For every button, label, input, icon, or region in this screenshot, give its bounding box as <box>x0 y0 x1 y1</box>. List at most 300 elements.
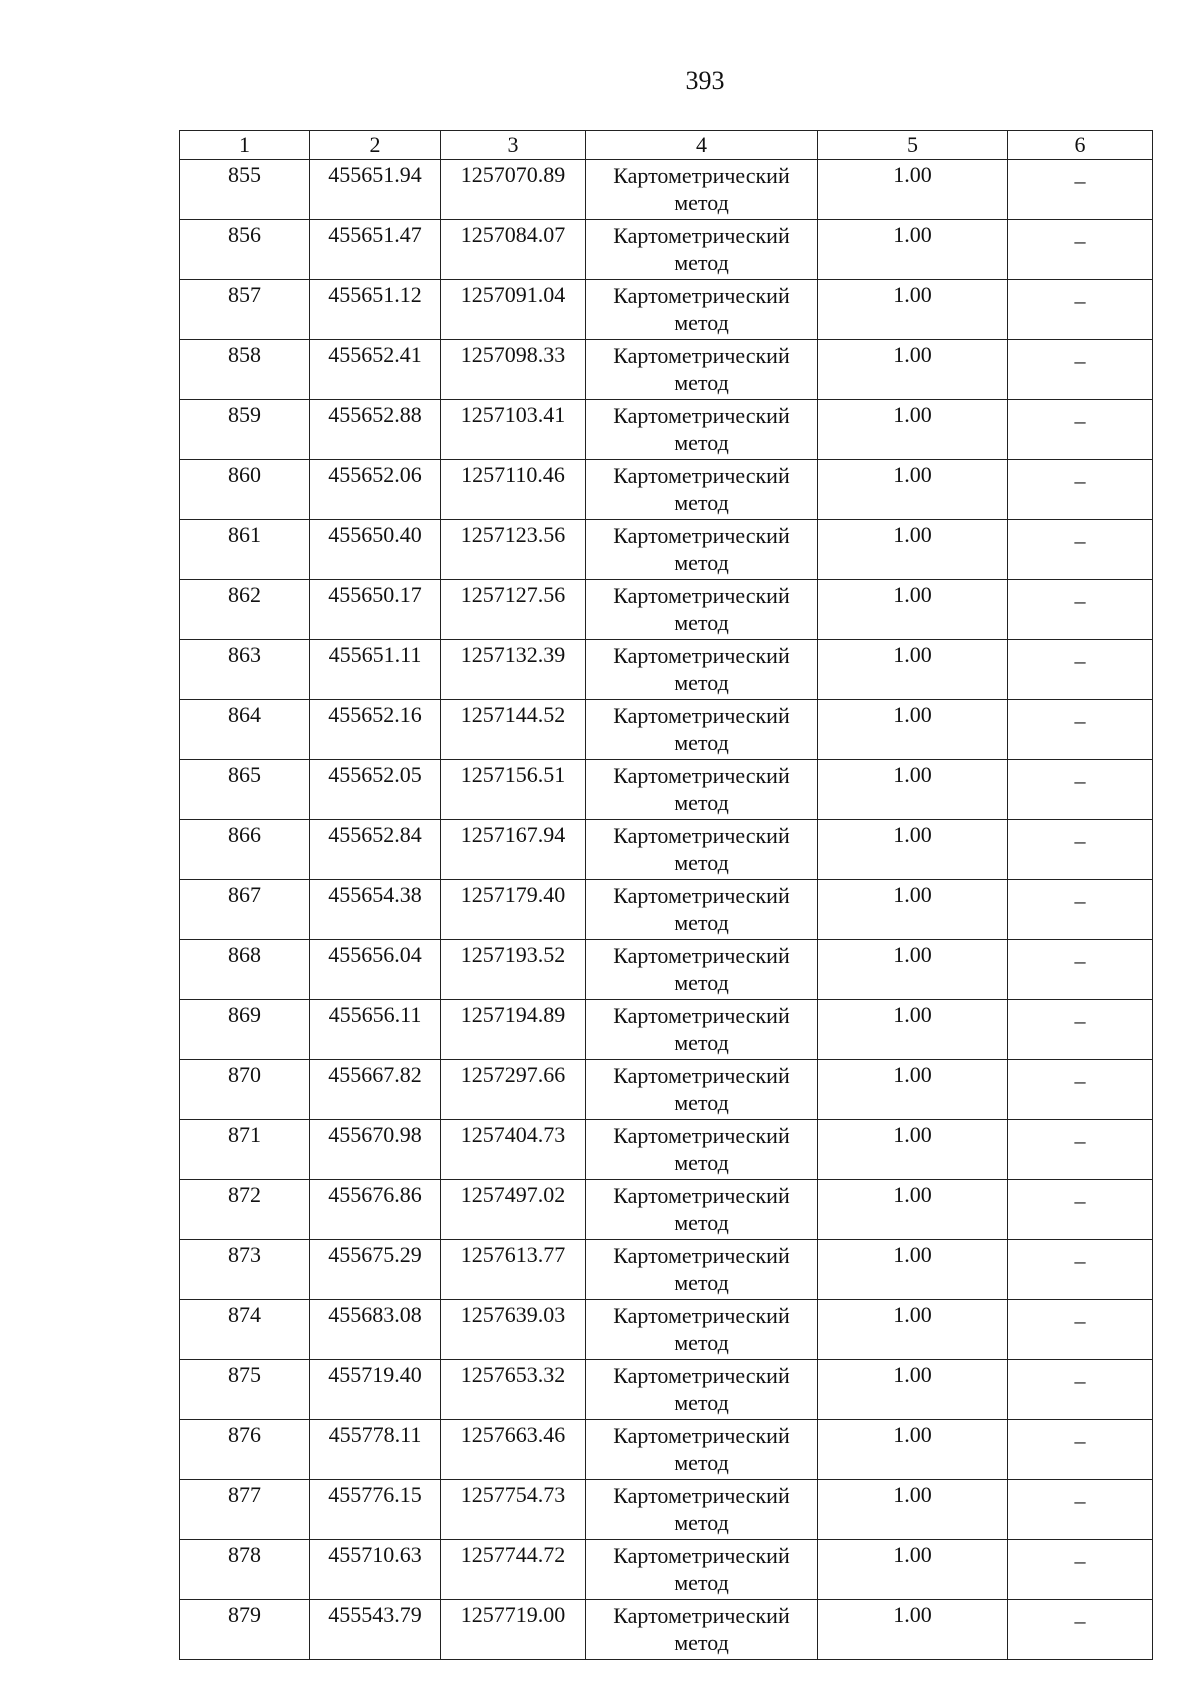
dash-text: – <box>1074 888 1086 913</box>
x-coordinate-cell <box>310 220 441 280</box>
point-number-cell <box>180 820 310 880</box>
dash-text: – <box>1074 1608 1086 1633</box>
y-coordinate-cell <box>441 640 586 700</box>
coordinates-table <box>179 130 1153 1660</box>
y-coordinate-text: 1257144.52 <box>460 702 566 727</box>
table-row <box>180 1420 1153 1480</box>
method-text: Картометрический метод <box>613 163 790 215</box>
x-coordinate-cell <box>310 580 441 640</box>
y-coordinate-text: 1257193.52 <box>460 942 566 967</box>
point-number-text: 855 <box>228 162 261 187</box>
table-row <box>180 940 1153 1000</box>
point-number-cell <box>180 280 310 340</box>
method-cell <box>586 1360 818 1420</box>
table-row <box>180 880 1153 940</box>
point-number-text: 869 <box>228 1002 261 1027</box>
method-cell <box>586 280 818 340</box>
header-col-5: 5 <box>818 131 1008 160</box>
description-cell <box>1008 220 1153 280</box>
accuracy-text: 1.00 <box>893 1362 932 1387</box>
method-cell <box>586 580 818 640</box>
y-coordinate-text: 1257653.32 <box>460 1362 566 1387</box>
x-coordinate-text: 455675.29 <box>328 1242 422 1267</box>
header-col-4: 4 <box>586 131 818 160</box>
method-text: Картометрический метод <box>613 1123 790 1175</box>
method-cell <box>586 1300 818 1360</box>
x-coordinate-cell <box>310 1120 441 1180</box>
point-number-text: 868 <box>228 942 261 967</box>
table-row <box>180 1120 1153 1180</box>
point-number-text: 861 <box>228 522 261 547</box>
y-coordinate-text: 1257156.51 <box>460 762 566 787</box>
accuracy-text: 1.00 <box>893 882 932 907</box>
table-row <box>180 640 1153 700</box>
x-coordinate-cell <box>310 460 441 520</box>
x-coordinate-text: 455652.41 <box>328 342 422 367</box>
method-text: Картометрический метод <box>613 1543 790 1595</box>
x-coordinate-cell <box>310 160 441 220</box>
x-coordinate-cell <box>310 700 441 760</box>
point-number-cell <box>180 1240 310 1300</box>
point-number-cell <box>180 700 310 760</box>
x-coordinate-text: 455652.16 <box>328 702 422 727</box>
accuracy-cell <box>818 1180 1008 1240</box>
accuracy-cell <box>818 280 1008 340</box>
method-cell <box>586 160 818 220</box>
table-row <box>180 520 1153 580</box>
x-coordinate-cell <box>310 340 441 400</box>
description-cell <box>1008 340 1153 400</box>
description-cell <box>1008 580 1153 640</box>
y-coordinate-cell <box>441 1540 586 1600</box>
header-col-6: 6 <box>1008 131 1153 160</box>
table-row <box>180 1000 1153 1060</box>
table-row <box>180 340 1153 400</box>
description-cell <box>1008 940 1153 1000</box>
method-cell <box>586 400 818 460</box>
accuracy-cell <box>818 520 1008 580</box>
x-coordinate-cell <box>310 760 441 820</box>
y-coordinate-text: 1257194.89 <box>460 1002 566 1027</box>
description-cell <box>1008 280 1153 340</box>
x-coordinate-cell <box>310 280 441 340</box>
method-cell <box>586 820 818 880</box>
point-number-cell <box>180 1060 310 1120</box>
dash-text: – <box>1074 1428 1086 1453</box>
description-cell <box>1008 520 1153 580</box>
x-coordinate-text: 455670.98 <box>328 1122 422 1147</box>
description-cell <box>1008 1480 1153 1540</box>
accuracy-cell <box>818 1300 1008 1360</box>
point-number-text: 866 <box>228 822 261 847</box>
y-coordinate-cell <box>441 1240 586 1300</box>
dash-text: – <box>1074 1248 1086 1273</box>
method-cell <box>586 1540 818 1600</box>
accuracy-cell <box>818 1600 1008 1660</box>
table-row <box>180 1180 1153 1240</box>
point-number-text: 879 <box>228 1602 261 1627</box>
method-cell <box>586 760 818 820</box>
method-cell <box>586 1420 818 1480</box>
x-coordinate-cell <box>310 1180 441 1240</box>
accuracy-cell <box>818 1540 1008 1600</box>
y-coordinate-cell <box>441 1000 586 1060</box>
y-coordinate-text: 1257297.66 <box>460 1062 566 1087</box>
accuracy-cell <box>818 400 1008 460</box>
header-col-1: 1 <box>180 131 310 160</box>
method-text: Картометрический метод <box>613 463 790 515</box>
point-number-text: 872 <box>228 1182 261 1207</box>
point-number-text: 875 <box>228 1362 261 1387</box>
accuracy-text: 1.00 <box>893 1482 932 1507</box>
method-cell <box>586 520 818 580</box>
x-coordinate-text: 455654.38 <box>328 882 422 907</box>
description-cell <box>1008 1000 1153 1060</box>
accuracy-text: 1.00 <box>893 582 932 607</box>
y-coordinate-text: 1257167.94 <box>460 822 566 847</box>
y-coordinate-text: 1257127.56 <box>460 582 566 607</box>
method-text: Картометрический метод <box>613 1603 790 1655</box>
method-text: Картометрический метод <box>613 703 790 755</box>
x-coordinate-text: 455651.11 <box>328 642 422 667</box>
description-cell <box>1008 640 1153 700</box>
description-cell <box>1008 400 1153 460</box>
point-number-cell <box>180 880 310 940</box>
accuracy-cell <box>818 1000 1008 1060</box>
table-row <box>180 580 1153 640</box>
x-coordinate-text: 455667.82 <box>328 1062 422 1087</box>
point-number-cell <box>180 160 310 220</box>
point-number-text: 862 <box>228 582 261 607</box>
table-row <box>180 460 1153 520</box>
table-row <box>180 820 1153 880</box>
x-coordinate-text: 455683.08 <box>328 1302 422 1327</box>
x-coordinate-cell <box>310 1300 441 1360</box>
x-coordinate-text: 455650.17 <box>328 582 422 607</box>
method-text: Картометрический метод <box>613 1423 790 1475</box>
point-number-cell <box>180 460 310 520</box>
dash-text: – <box>1074 1188 1086 1213</box>
y-coordinate-text: 1257103.41 <box>460 402 566 427</box>
x-coordinate-cell <box>310 1420 441 1480</box>
accuracy-cell <box>818 340 1008 400</box>
point-number-cell <box>180 340 310 400</box>
accuracy-text: 1.00 <box>893 162 932 187</box>
accuracy-text: 1.00 <box>893 1122 932 1147</box>
accuracy-cell <box>818 580 1008 640</box>
point-number-text: 858 <box>228 342 261 367</box>
point-number-text: 870 <box>228 1062 261 1087</box>
table-row <box>180 1240 1153 1300</box>
y-coordinate-text: 1257663.46 <box>460 1422 566 1447</box>
point-number-cell <box>180 1360 310 1420</box>
method-text: Картометрический метод <box>613 763 790 815</box>
dash-text: – <box>1074 828 1086 853</box>
method-text: Картометрический метод <box>613 1483 790 1535</box>
x-coordinate-text: 455651.47 <box>328 222 422 247</box>
x-coordinate-cell <box>310 1360 441 1420</box>
dash-text: – <box>1074 288 1086 313</box>
point-number-text: 860 <box>228 462 261 487</box>
description-cell <box>1008 1540 1153 1600</box>
x-coordinate-cell <box>310 400 441 460</box>
accuracy-cell <box>818 160 1008 220</box>
accuracy-text: 1.00 <box>893 762 932 787</box>
y-coordinate-cell <box>441 1600 586 1660</box>
method-text: Картометрический метод <box>613 523 790 575</box>
point-number-cell <box>180 1180 310 1240</box>
accuracy-text: 1.00 <box>893 702 932 727</box>
y-coordinate-cell <box>441 220 586 280</box>
x-coordinate-text: 455676.86 <box>328 1182 422 1207</box>
accuracy-text: 1.00 <box>893 462 932 487</box>
x-coordinate-text: 455656.04 <box>328 942 422 967</box>
x-coordinate-text: 455778.11 <box>328 1422 422 1447</box>
x-coordinate-text: 455652.88 <box>328 402 422 427</box>
description-cell <box>1008 1240 1153 1300</box>
method-cell <box>586 340 818 400</box>
description-cell <box>1008 700 1153 760</box>
dash-text: – <box>1074 708 1086 733</box>
method-text: Картометрический метод <box>613 823 790 875</box>
y-coordinate-cell <box>441 1120 586 1180</box>
y-coordinate-text: 1257084.07 <box>460 222 566 247</box>
accuracy-text: 1.00 <box>893 522 932 547</box>
y-coordinate-cell <box>441 520 586 580</box>
point-number-cell <box>180 1300 310 1360</box>
table-row <box>180 700 1153 760</box>
point-number-cell <box>180 940 310 1000</box>
point-number-text: 873 <box>228 1242 261 1267</box>
method-cell <box>586 700 818 760</box>
y-coordinate-text: 1257132.39 <box>460 642 566 667</box>
accuracy-text: 1.00 <box>893 822 932 847</box>
y-coordinate-cell <box>441 1480 586 1540</box>
accuracy-text: 1.00 <box>893 1602 932 1627</box>
accuracy-text: 1.00 <box>893 282 932 307</box>
method-text: Картометрический метод <box>613 1243 790 1295</box>
accuracy-text: 1.00 <box>893 1542 932 1567</box>
y-coordinate-cell <box>441 760 586 820</box>
accuracy-cell <box>818 640 1008 700</box>
x-coordinate-text: 455652.06 <box>328 462 422 487</box>
y-coordinate-cell <box>441 1180 586 1240</box>
point-number-cell <box>180 520 310 580</box>
y-coordinate-cell <box>441 340 586 400</box>
description-cell <box>1008 1060 1153 1120</box>
y-coordinate-cell <box>441 1360 586 1420</box>
x-coordinate-cell <box>310 1000 441 1060</box>
x-coordinate-cell <box>310 640 441 700</box>
dash-text: – <box>1074 1128 1086 1153</box>
accuracy-text: 1.00 <box>893 1302 932 1327</box>
dash-text: – <box>1074 1068 1086 1093</box>
y-coordinate-cell <box>441 280 586 340</box>
y-coordinate-text: 1257110.46 <box>461 462 565 487</box>
point-number-text: 867 <box>228 882 261 907</box>
method-text: Картометрический метод <box>613 283 790 335</box>
method-cell <box>586 940 818 1000</box>
method-text: Картометрический метод <box>613 1303 790 1355</box>
dash-text: – <box>1074 468 1086 493</box>
x-coordinate-text: 455719.40 <box>328 1362 422 1387</box>
x-coordinate-text: 455651.12 <box>328 282 422 307</box>
point-number-cell <box>180 760 310 820</box>
table-row <box>180 280 1153 340</box>
table-row <box>180 1060 1153 1120</box>
method-text: Картометрический метод <box>613 943 790 995</box>
dash-text: – <box>1074 528 1086 553</box>
x-coordinate-cell <box>310 1060 441 1120</box>
accuracy-cell <box>818 700 1008 760</box>
table-row <box>180 220 1153 280</box>
dash-text: – <box>1074 1488 1086 1513</box>
point-number-text: 876 <box>228 1422 261 1447</box>
x-coordinate-cell <box>310 820 441 880</box>
description-cell <box>1008 1360 1153 1420</box>
method-text: Картометрический метод <box>613 1363 790 1415</box>
point-number-cell <box>180 640 310 700</box>
x-coordinate-cell <box>310 520 441 580</box>
table-row <box>180 1600 1153 1660</box>
description-cell <box>1008 1600 1153 1660</box>
dash-text: – <box>1074 1368 1086 1393</box>
x-coordinate-text: 455650.40 <box>328 522 422 547</box>
y-coordinate-cell <box>441 880 586 940</box>
y-coordinate-text: 1257639.03 <box>460 1302 566 1327</box>
point-number-cell <box>180 1120 310 1180</box>
x-coordinate-text: 455776.15 <box>328 1482 422 1507</box>
y-coordinate-text: 1257744.72 <box>460 1542 566 1567</box>
accuracy-text: 1.00 <box>893 1242 932 1267</box>
accuracy-cell <box>818 1480 1008 1540</box>
y-coordinate-cell <box>441 700 586 760</box>
method-cell <box>586 1480 818 1540</box>
point-number-cell <box>180 1600 310 1660</box>
table-row <box>180 1540 1153 1600</box>
accuracy-cell <box>818 1120 1008 1180</box>
method-text: Картометрический метод <box>613 1183 790 1235</box>
dash-text: – <box>1074 228 1086 253</box>
x-coordinate-text: 455656.11 <box>328 1002 422 1027</box>
point-number-text: 877 <box>228 1482 261 1507</box>
dash-text: – <box>1074 1308 1086 1333</box>
point-number-text: 857 <box>228 282 261 307</box>
point-number-text: 863 <box>228 642 261 667</box>
table-row <box>180 760 1153 820</box>
y-coordinate-cell <box>441 820 586 880</box>
point-number-text: 864 <box>228 702 261 727</box>
y-coordinate-text: 1257179.40 <box>460 882 566 907</box>
x-coordinate-text: 455710.63 <box>328 1542 422 1567</box>
y-coordinate-text: 1257404.73 <box>460 1122 566 1147</box>
y-coordinate-text: 1257070.89 <box>460 162 566 187</box>
point-number-cell <box>180 1000 310 1060</box>
description-cell <box>1008 1180 1153 1240</box>
accuracy-text: 1.00 <box>893 1062 932 1087</box>
description-cell <box>1008 460 1153 520</box>
point-number-cell <box>180 220 310 280</box>
accuracy-text: 1.00 <box>893 342 932 367</box>
accuracy-cell <box>818 1360 1008 1420</box>
y-coordinate-text: 1257613.77 <box>460 1242 566 1267</box>
accuracy-cell <box>818 1240 1008 1300</box>
point-number-text: 878 <box>228 1542 261 1567</box>
dash-text: – <box>1074 1548 1086 1573</box>
accuracy-cell <box>818 460 1008 520</box>
x-coordinate-cell <box>310 1480 441 1540</box>
method-text: Картометрический метод <box>613 883 790 935</box>
table-row <box>180 160 1153 220</box>
dash-text: – <box>1074 768 1086 793</box>
method-text: Картометрический метод <box>613 343 790 395</box>
y-coordinate-cell <box>441 460 586 520</box>
description-cell <box>1008 160 1153 220</box>
header-col-2: 2 <box>310 131 441 160</box>
accuracy-text: 1.00 <box>893 642 932 667</box>
x-coordinate-cell <box>310 940 441 1000</box>
point-number-cell <box>180 1540 310 1600</box>
method-cell <box>586 1060 818 1120</box>
accuracy-text: 1.00 <box>893 942 932 967</box>
table-body <box>180 160 1153 1660</box>
description-cell <box>1008 820 1153 880</box>
accuracy-cell <box>818 880 1008 940</box>
y-coordinate-cell <box>441 400 586 460</box>
y-coordinate-text: 1257719.00 <box>460 1602 566 1627</box>
accuracy-cell <box>818 220 1008 280</box>
y-coordinate-cell <box>441 1060 586 1120</box>
accuracy-cell <box>818 940 1008 1000</box>
accuracy-cell <box>818 760 1008 820</box>
method-cell <box>586 880 818 940</box>
x-coordinate-text: 455652.05 <box>328 762 422 787</box>
table-row <box>180 1360 1153 1420</box>
page-number: 393 <box>685 66 725 95</box>
point-number-cell <box>180 1480 310 1540</box>
header-row <box>180 131 1153 160</box>
method-cell <box>586 460 818 520</box>
y-coordinate-text: 1257497.02 <box>460 1182 566 1207</box>
dash-text: – <box>1074 168 1086 193</box>
y-coordinate-cell <box>441 1300 586 1360</box>
method-text: Картометрический метод <box>613 223 790 275</box>
y-coordinate-text: 1257754.73 <box>460 1482 566 1507</box>
dash-text: – <box>1074 648 1086 673</box>
y-coordinate-text: 1257091.04 <box>460 282 566 307</box>
table-row <box>180 1480 1153 1540</box>
description-cell <box>1008 1120 1153 1180</box>
y-coordinate-cell <box>441 940 586 1000</box>
description-cell <box>1008 880 1153 940</box>
header-col-3: 3 <box>441 131 586 160</box>
accuracy-text: 1.00 <box>893 1422 932 1447</box>
method-cell <box>586 1000 818 1060</box>
y-coordinate-cell <box>441 1420 586 1480</box>
description-cell <box>1008 760 1153 820</box>
method-text: Картометрический метод <box>613 643 790 695</box>
x-coordinate-cell <box>310 1240 441 1300</box>
method-text: Картометрический метод <box>613 403 790 455</box>
x-coordinate-cell <box>310 1600 441 1660</box>
point-number-cell <box>180 1420 310 1480</box>
method-cell <box>586 1240 818 1300</box>
accuracy-text: 1.00 <box>893 222 932 247</box>
accuracy-cell <box>818 820 1008 880</box>
method-text: Картометрический метод <box>613 583 790 635</box>
point-number-text: 874 <box>228 1302 261 1327</box>
method-text: Картометрический метод <box>613 1063 790 1115</box>
